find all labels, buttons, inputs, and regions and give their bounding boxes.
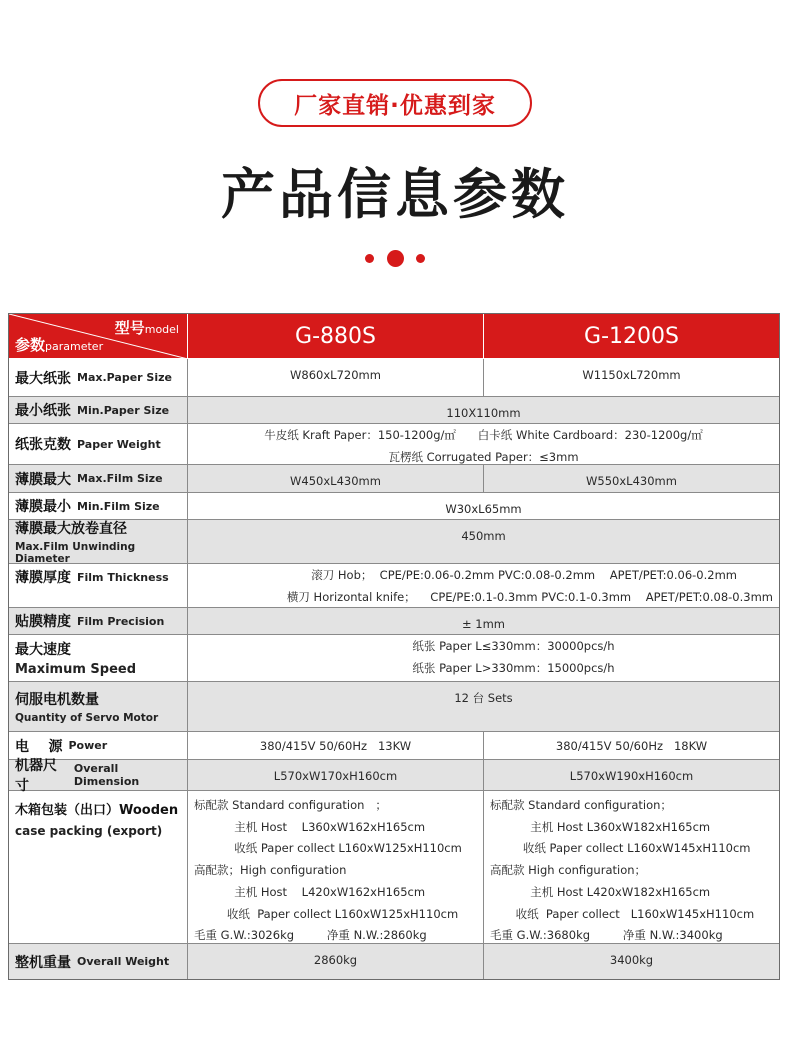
- value-dimension-g880s: L570xW170xH160cm: [188, 760, 484, 791]
- row-label-min-film: 薄膜最小 Min.Film Size: [9, 493, 188, 520]
- dot-icon: [365, 254, 374, 263]
- parameter-heading: 参数parameter: [15, 336, 104, 354]
- value-film-precision: ± 1mm: [188, 608, 779, 635]
- row-label-power: 电 源 Power: [9, 732, 188, 760]
- slogan-badge: 厂家直销·优惠到家: [258, 79, 532, 127]
- row-label-dimension: 机器尺寸 Overall Dimension: [9, 760, 188, 791]
- value-packing-g880s: 标配款 Standard configuration ； 主机 Host L360xW162xH165cm 收纸 Paper collect L160xW125xH110cm 高配款；High configuration 主机 Host L420xW162xH165cm 收纸 Paper collect L160xW125xH110cm 毛重 G.W.:3026kg 净重 N.W.:2860kg: [188, 791, 484, 944]
- value-max-unwind: 450mm: [188, 520, 779, 564]
- value-max-film-g1200s: W550xL430mm: [484, 465, 779, 493]
- row-label-max-speed: 最大速度 Maximum Speed: [9, 635, 188, 682]
- value-servo: 12 台 Sets: [188, 682, 779, 732]
- value-min-paper: 110X110mm: [188, 397, 779, 424]
- value-film-thickness: 滚刀 Hob； CPE/PE:0.06-0.2mm PVC:0.08-0.2mm APET/PET:0.06-0.2mm 横刀 Horizontal knife； CPE/PE:0.1-0.3mm PVC:0.1-0.3mm APET/PET:0.08-0.3mm: [188, 564, 779, 608]
- page-title: 产品信息参数: [221, 163, 569, 226]
- value-max-paper-g880s: W860xL720mm: [188, 359, 484, 397]
- row-label-paper-weight: 纸张克数 Paper Weight: [9, 424, 188, 465]
- model-header-g1200s: G-1200S: [484, 314, 779, 359]
- title-dots-decoration: [0, 246, 790, 270]
- value-weight-g1200s: 3400kg: [484, 944, 779, 979]
- model-header-g880s: G-880S: [188, 314, 484, 359]
- value-max-film-g880s: W450xL430mm: [188, 465, 484, 493]
- value-weight-g880s: 2860kg: [188, 944, 484, 979]
- value-max-paper-g1200s: W1150xL720mm: [484, 359, 779, 397]
- row-label-packing: 木箱包装（出口）Wooden case packing (export): [9, 791, 188, 944]
- value-packing-g1200s: 标配款 Standard configuration； 主机 Host L360xW182xH165cm 收纸 Paper collect L160xW145xH110cm 高配款 High configuration； 主机 Host L420xW182xH165cm 收纸 Paper collect L160xW145xH110cm 毛重 G.W.:3680kg 净重 N.W.:3400kg: [484, 791, 779, 944]
- row-label-min-paper: 最小纸张 Min.Paper Size: [9, 397, 188, 424]
- value-dimension-g1200s: L570xW190xH160cm: [484, 760, 779, 791]
- row-label-max-paper: 最大纸张 Max.Paper Size: [9, 359, 188, 397]
- row-label-servo: 伺服电机数量 Quantity of Servo Motor: [9, 682, 188, 732]
- model-heading: 型号model: [114, 319, 179, 337]
- value-paper-weight: 牛皮纸 Kraft Paper：150-1200g/㎡ 白卡纸 White Cardboard：230-1200g/㎡ 瓦楞纸 Corrugated Paper：≤3mm: [188, 424, 779, 465]
- dot-icon: [387, 250, 404, 267]
- value-power-g880s: 380/415V 50/60Hz 13KW: [188, 732, 484, 760]
- row-label-max-unwind: 薄膜最大放卷直径 Max.Film Unwinding Diameter: [9, 520, 188, 564]
- value-power-g1200s: 380/415V 50/60Hz 18KW: [484, 732, 779, 760]
- row-label-max-film: 薄膜最大 Max.Film Size: [9, 465, 188, 493]
- header-corner-cell: [9, 314, 188, 359]
- spec-table: [8, 313, 780, 980]
- row-label-film-thickness: 薄膜厚度 Film Thickness: [9, 564, 188, 608]
- row-label-film-precision: 贴膜精度 Film Precision: [9, 608, 188, 635]
- row-label-weight: 整机重量 Overall Weight: [9, 944, 188, 979]
- value-max-speed: 纸张 Paper L≤330mm：30000pcs/h 纸张 Paper L>330mm：15000pcs/h: [188, 635, 779, 682]
- value-min-film: W30xL65mm: [188, 493, 779, 520]
- dot-icon: [416, 254, 425, 263]
